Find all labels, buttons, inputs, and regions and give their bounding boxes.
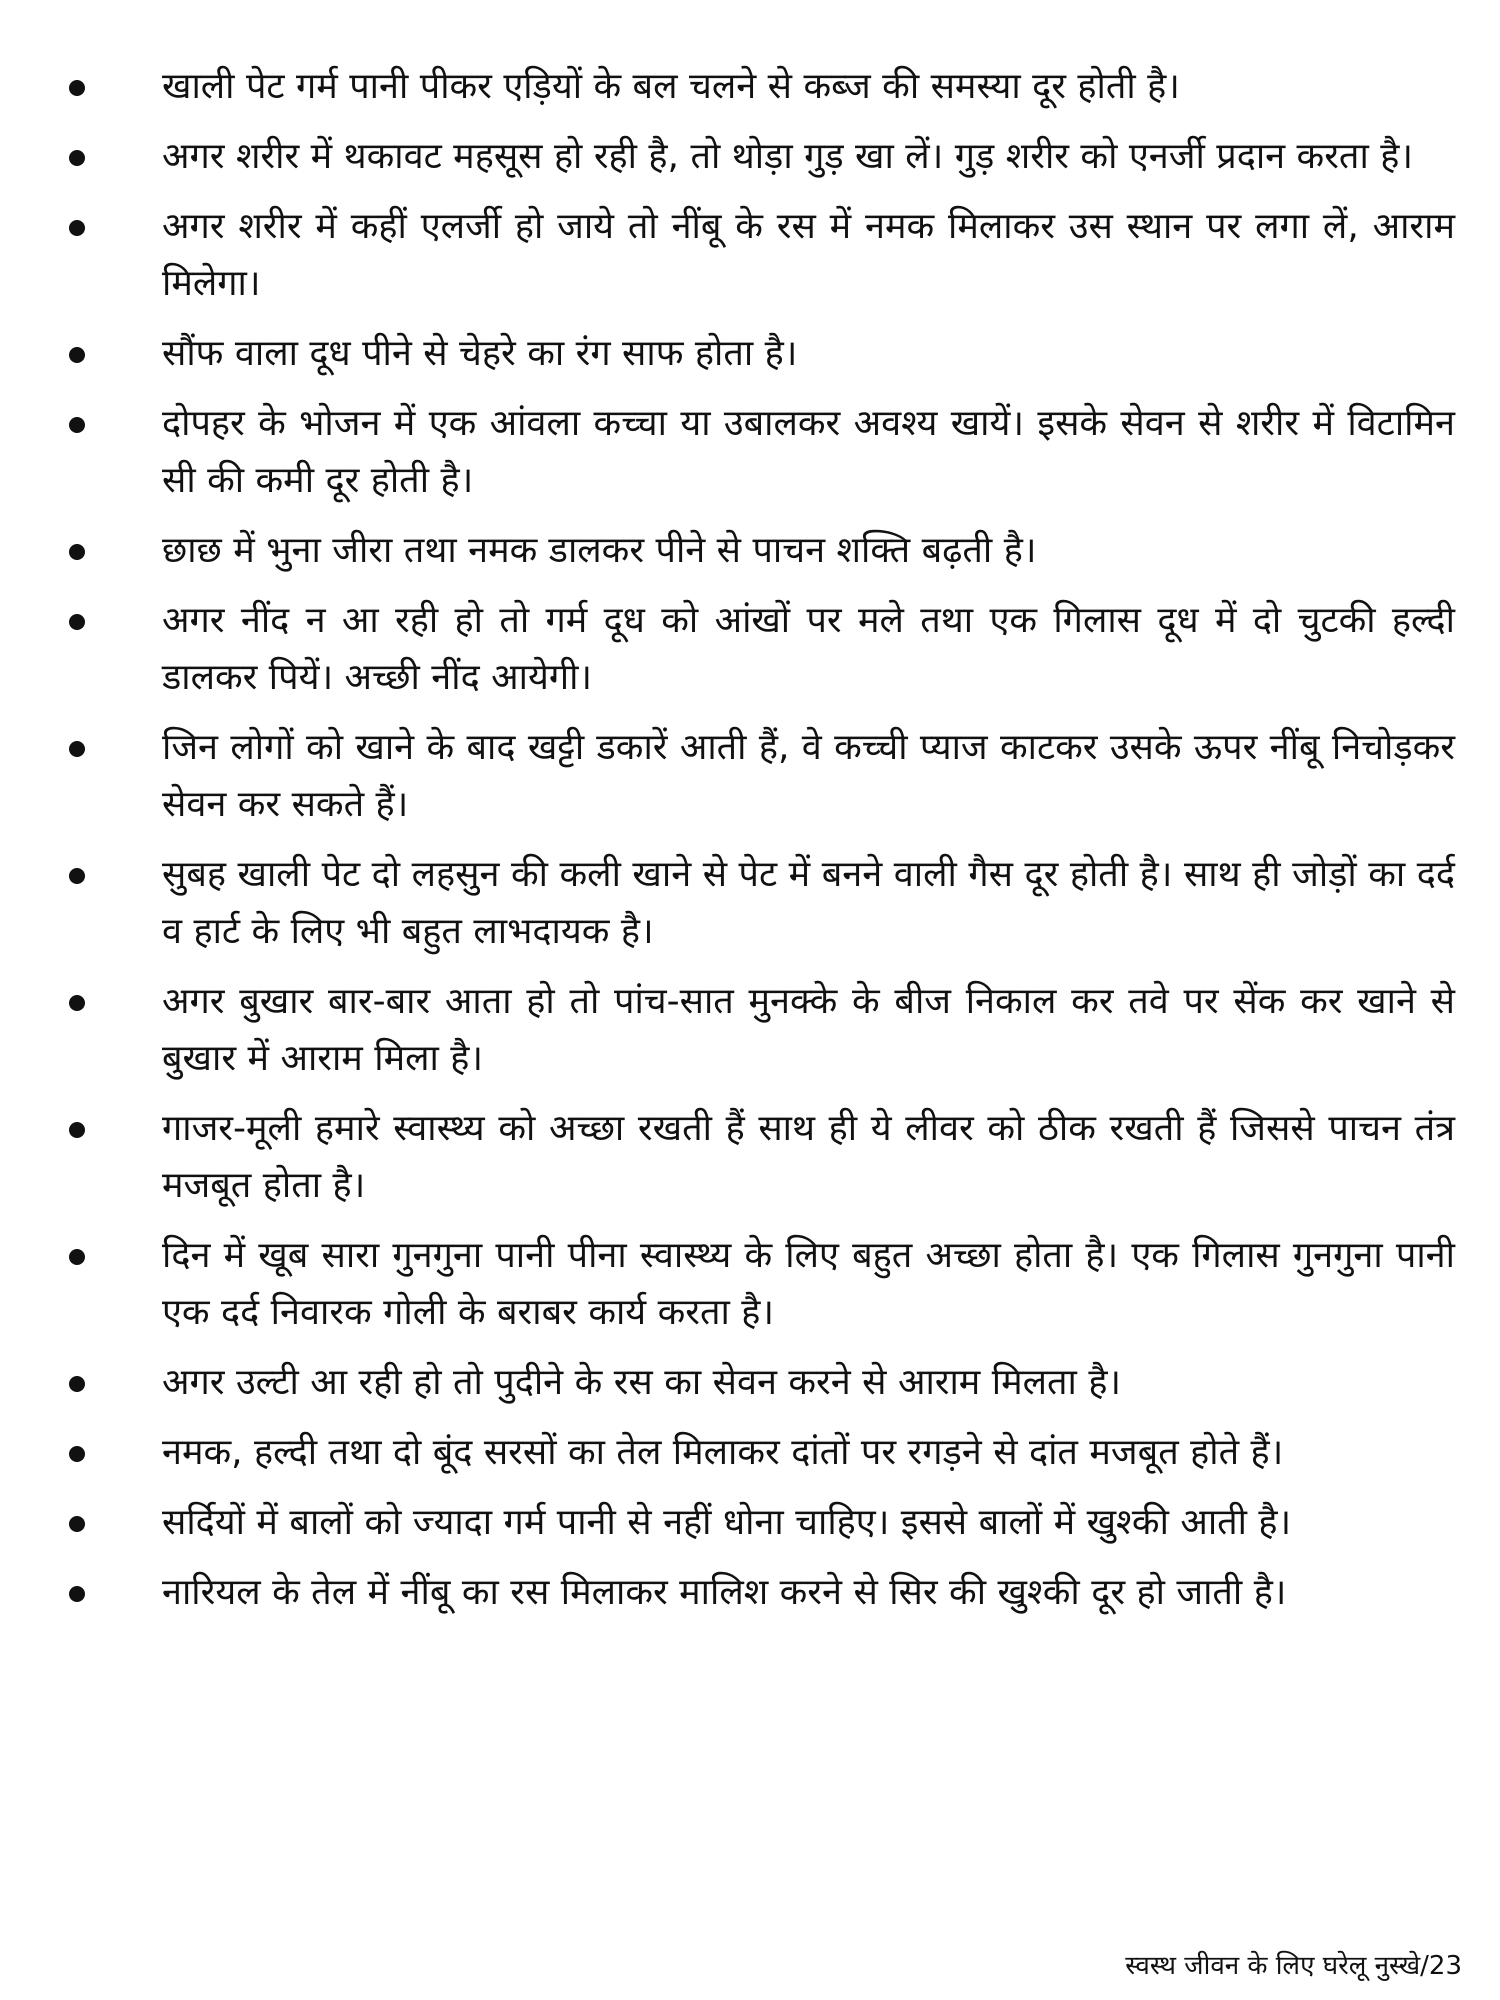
bullet-icon bbox=[69, 220, 85, 236]
tip-text: सुबह खाली पेट दो लहसुन की कली खाने से पेट में बनने वाली गैस दूर होती है। साथ ही जोड़ों का दर्द व हार्ट के लिए भी बहुत लाभदायक है। bbox=[162, 854, 1455, 952]
bullet-icon bbox=[69, 1516, 85, 1532]
bullet-icon bbox=[69, 1376, 85, 1392]
bullet-icon bbox=[69, 741, 85, 757]
tip-item bbox=[55, 522, 1455, 579]
tip-item bbox=[55, 198, 1455, 312]
bullet-icon bbox=[69, 1446, 85, 1462]
tip-item bbox=[55, 325, 1455, 382]
tip-text: नमक, हल्दी तथा दो बूंद सरसों का तेल मिलाकर दांतों पर रगड़ने से दांत मजबूत होते हैं। bbox=[162, 1432, 1284, 1473]
page-footer: स्वस्थ जीवन के लिए घरेलू नुस्खे/23 bbox=[1125, 1951, 1462, 1981]
tip-text: गाजर-मूली हमारे स्वास्थ्य को अच्छा रखती हैं साथ ही ये लीवर को ठीक रखती हैं जिससे पाचन तंत्र मजबूत होता है। bbox=[162, 1108, 1455, 1206]
tip-item bbox=[55, 128, 1455, 185]
bullet-icon bbox=[69, 80, 85, 96]
tip-text: छाछ में भुना जीरा तथा नमक डालकर पीने से पाचन शक्ति बढ़ती है। bbox=[162, 530, 1037, 571]
bullet-icon bbox=[69, 868, 85, 884]
bullet-icon bbox=[69, 614, 85, 630]
tip-text: जिन लोगों को खाने के बाद खट्टी डकारें आती हैं, वे कच्ची प्याज काटकर उसके ऊपर नींबू निचोड़कर सेवन कर सकते हैं। bbox=[162, 727, 1455, 825]
tip-item bbox=[55, 395, 1455, 509]
tip-text: सौंफ वाला दूध पीने से चेहरे का रंग साफ होता है। bbox=[162, 333, 798, 374]
tip-text: अगर बुखार बार-बार आता हो तो पांच-सात मुनक्के के बीज निकाल कर तवे पर सेंक कर खाने से बुखार में आराम मिला है। bbox=[162, 981, 1455, 1079]
tip-item bbox=[55, 1424, 1455, 1481]
tip-item bbox=[55, 973, 1455, 1087]
bullet-icon bbox=[69, 1122, 85, 1138]
bullet-icon bbox=[69, 347, 85, 363]
tip-item bbox=[55, 58, 1455, 115]
bullet-icon bbox=[69, 417, 85, 433]
bullet-icon bbox=[69, 1249, 85, 1265]
tip-text: अगर शरीर में कहीं एलर्जी हो जाये तो नींबू के रस में नमक मिलाकर उस स्थान पर लगा लें, आराम मिलेगा। bbox=[162, 206, 1455, 304]
tip-text: अगर नींद न आ रही हो तो गर्म दूध को आंखों पर मले तथा एक गिलास दूध में दो चुटकी हल्दी डालकर पियें। अच्छी नींद आयेगी। bbox=[162, 600, 1455, 698]
tip-text: खाली पेट गर्म पानी पीकर एड़ियों के बल चलने से कब्ज की समस्या दूर होती है। bbox=[162, 66, 1180, 107]
tip-item bbox=[55, 1100, 1455, 1214]
tip-item bbox=[55, 592, 1455, 706]
tip-text: दिन में खूब सारा गुनगुना पानी पीना स्वास्थ्य के लिए बहुत अच्छा होता है। एक गिलास गुनगुना पानी एक दर्द निवारक गोली के बराबर कार्य करता है। bbox=[162, 1235, 1455, 1333]
tips-list bbox=[55, 58, 1455, 1634]
tip-text: सर्दियों में बालों को ज्यादा गर्म पानी से नहीं धोना चाहिए। इससे बालों में खुश्की आती है। bbox=[162, 1502, 1292, 1543]
tip-item bbox=[55, 1564, 1455, 1621]
tip-text: अगर उल्टी आ रही हो तो पुदीने के रस का सेवन करने से आराम मिलता है। bbox=[162, 1362, 1122, 1403]
tip-item bbox=[55, 846, 1455, 960]
bullet-icon bbox=[69, 150, 85, 166]
bullet-icon bbox=[69, 995, 85, 1011]
bullet-icon bbox=[69, 544, 85, 560]
tip-text: दोपहर के भोजन में एक आंवला कच्चा या उबालकर अवश्य खायें। इसके सेवन से शरीर में विटामिन सी की कमी दूर होती है। bbox=[162, 403, 1455, 501]
tip-text: नारियल के तेल में नींबू का रस मिलाकर मालिश करने से सिर की खुश्की दूर हो जाती है। bbox=[162, 1572, 1287, 1613]
tip-item bbox=[55, 1354, 1455, 1411]
tip-item bbox=[55, 1494, 1455, 1551]
tip-item bbox=[55, 719, 1455, 833]
bullet-icon bbox=[69, 1586, 85, 1602]
tip-item bbox=[55, 1227, 1455, 1341]
tip-text: अगर शरीर में थकावट महसूस हो रही है, तो थोड़ा गुड़ खा लें। गुड़ शरीर को एनर्जी प्रदान करता है। bbox=[162, 136, 1413, 177]
